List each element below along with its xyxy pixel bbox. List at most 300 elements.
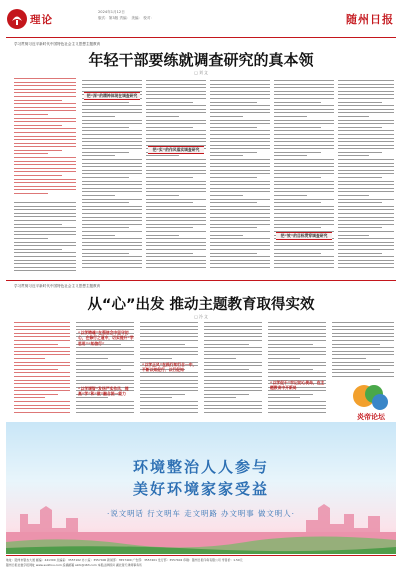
text-line	[82, 245, 142, 246]
text-line	[14, 96, 76, 97]
text-line	[274, 163, 334, 164]
text-line	[146, 217, 206, 218]
text-line	[210, 173, 270, 174]
text-line	[14, 326, 70, 327]
text-line	[14, 362, 70, 363]
text-line	[332, 365, 394, 366]
text-line	[82, 163, 142, 164]
text-line	[146, 163, 206, 164]
text-line	[210, 256, 270, 257]
text-line	[14, 114, 48, 115]
text-line	[14, 153, 48, 154]
text-line	[210, 235, 243, 236]
text-line	[82, 102, 129, 103]
text-line	[274, 98, 334, 99]
text-line	[140, 322, 198, 323]
text-line	[274, 242, 334, 243]
article2-pull-quote-4: “以学促干”牢记初心使命，在主题教育中开新局	[270, 380, 325, 391]
text-line	[14, 242, 76, 243]
text-line	[338, 163, 394, 164]
text-line	[274, 170, 334, 171]
text-line	[82, 112, 142, 113]
text-line	[14, 118, 76, 119]
text-line	[14, 193, 48, 194]
header-rule	[6, 37, 396, 38]
text-line	[274, 191, 334, 192]
text-line	[14, 139, 76, 140]
text-line	[338, 116, 369, 117]
text-line	[210, 84, 270, 85]
text-line	[146, 184, 206, 185]
text-line	[204, 369, 249, 370]
text-line	[204, 376, 262, 377]
text-line	[332, 344, 380, 345]
article1-title: 年轻干部要练就调查研究的真本领	[88, 51, 314, 69]
text-line	[82, 80, 142, 81]
section-title: 理论	[30, 14, 53, 26]
text-line	[140, 397, 172, 398]
text-line	[274, 159, 334, 160]
text-line	[268, 401, 326, 402]
text-line	[82, 202, 129, 203]
text-line	[338, 134, 394, 135]
article2-byline: □ 冷 文	[194, 314, 208, 319]
text-line	[82, 177, 129, 178]
text-line	[82, 191, 142, 192]
text-line	[14, 380, 70, 381]
text-line	[146, 249, 206, 250]
text-line	[338, 170, 394, 171]
text-line	[274, 80, 334, 81]
text-line	[210, 130, 270, 131]
text-line	[338, 152, 382, 153]
text-line	[204, 336, 262, 337]
text-line	[210, 148, 270, 149]
text-line	[14, 354, 70, 355]
text-line	[146, 195, 179, 196]
text-line	[204, 405, 262, 406]
article2-lead-column	[14, 322, 70, 418]
text-line	[82, 227, 129, 228]
text-line	[204, 387, 262, 388]
text-line	[338, 188, 394, 189]
text-line	[338, 109, 394, 110]
text-line	[210, 249, 270, 250]
text-line	[14, 107, 76, 108]
text-line	[268, 369, 313, 370]
text-line	[274, 84, 334, 85]
text-line	[338, 94, 394, 95]
text-line	[274, 105, 334, 106]
text-line	[140, 347, 198, 348]
text-line	[338, 145, 394, 146]
text-line	[268, 362, 326, 363]
text-line	[338, 260, 394, 261]
article1-subhead-2: 把“实”的作风落实调查研究	[148, 146, 204, 154]
text-line	[146, 209, 206, 210]
text-line	[82, 127, 129, 128]
text-line	[204, 390, 262, 391]
text-line	[268, 365, 326, 366]
text-line	[140, 408, 198, 409]
text-line	[210, 91, 270, 92]
text-line	[14, 408, 70, 409]
text-line	[146, 206, 206, 207]
text-line	[14, 216, 76, 217]
article1-lead-column	[14, 78, 76, 198]
text-line	[82, 267, 142, 268]
text-line	[332, 376, 394, 377]
text-line	[274, 173, 334, 174]
text-line	[146, 238, 206, 239]
text-line	[140, 394, 185, 395]
text-line	[268, 351, 326, 352]
article1-column-1	[82, 80, 142, 274]
text-line	[338, 155, 369, 156]
text-line	[204, 354, 262, 355]
text-line	[140, 329, 198, 330]
text-line	[14, 376, 70, 377]
article1-column-2	[146, 80, 206, 274]
page-masthead	[0, 0, 402, 38]
text-line	[146, 87, 206, 88]
forum-logo-text: 炎帝论坛	[357, 412, 385, 421]
text-line	[274, 195, 307, 196]
text-line	[14, 85, 76, 86]
text-line	[338, 199, 394, 200]
text-line	[338, 130, 394, 131]
text-line	[332, 372, 394, 373]
text-line	[146, 170, 206, 171]
text-line	[82, 209, 142, 210]
text-line	[332, 354, 394, 355]
text-line	[210, 231, 270, 232]
text-line	[14, 150, 62, 151]
text-line	[14, 401, 70, 402]
article1-column-3	[210, 80, 270, 274]
text-line	[14, 179, 76, 180]
text-line	[140, 387, 198, 388]
section-logo-icon	[6, 8, 28, 30]
text-line	[146, 159, 206, 160]
text-line	[332, 362, 394, 363]
text-line	[338, 105, 394, 106]
text-line	[14, 267, 76, 268]
text-line	[146, 105, 206, 106]
text-line	[274, 209, 334, 210]
text-line	[268, 412, 326, 413]
article1-subhead-3: 把“效”的目标贯穿调查研究	[276, 232, 332, 240]
text-line	[82, 231, 142, 232]
text-line	[274, 213, 334, 214]
text-line	[338, 84, 394, 85]
text-line	[146, 256, 206, 257]
text-line	[82, 249, 142, 250]
text-line	[82, 152, 129, 153]
text-line	[14, 206, 76, 207]
text-line	[210, 224, 270, 225]
text-line	[146, 120, 206, 121]
text-line	[146, 181, 206, 182]
text-line	[210, 195, 243, 196]
article1-column-0	[14, 202, 76, 274]
text-line	[332, 340, 394, 341]
text-line	[204, 380, 262, 381]
text-line	[210, 199, 270, 200]
text-line	[14, 103, 76, 104]
text-line	[274, 217, 334, 218]
text-line	[268, 372, 326, 373]
text-line	[210, 138, 270, 139]
text-line	[14, 231, 76, 232]
text-line	[140, 390, 198, 391]
text-line	[14, 329, 70, 330]
city-skyline-image	[6, 502, 396, 554]
text-line	[146, 260, 206, 261]
text-line	[338, 209, 394, 210]
text-line	[146, 155, 179, 156]
text-line	[14, 387, 70, 388]
text-line	[140, 383, 198, 384]
text-line	[338, 159, 394, 160]
text-line	[82, 224, 142, 225]
text-line	[274, 202, 321, 203]
text-line	[82, 84, 142, 85]
text-line	[210, 141, 270, 142]
text-line	[210, 220, 270, 221]
text-line	[146, 109, 206, 110]
text-line	[82, 199, 142, 200]
text-line	[274, 199, 334, 200]
text-line	[204, 322, 262, 323]
text-line	[82, 155, 115, 156]
text-line	[14, 209, 76, 210]
text-line	[146, 263, 206, 264]
text-line	[82, 109, 142, 110]
text-line	[14, 89, 76, 90]
text-line	[14, 227, 76, 228]
text-line	[146, 91, 206, 92]
text-line	[274, 177, 321, 178]
text-line	[14, 351, 70, 352]
text-line	[210, 188, 270, 189]
banner-headline-2: 美好环境家家受益	[132, 480, 269, 498]
text-line	[82, 134, 142, 135]
text-line	[14, 175, 62, 176]
text-line	[82, 138, 142, 139]
text-line	[210, 112, 270, 113]
text-line	[14, 92, 76, 93]
text-line	[146, 227, 193, 228]
text-line	[210, 253, 257, 254]
text-line	[274, 130, 334, 131]
text-line	[14, 186, 76, 187]
text-line	[82, 141, 142, 142]
text-line	[14, 143, 76, 144]
text-line	[332, 322, 394, 323]
text-line	[82, 184, 142, 185]
text-line	[14, 182, 76, 183]
text-line	[146, 188, 206, 189]
text-line	[146, 199, 206, 200]
footer-info-row: 随州日报社数字报网址 www.suizhou.com 投稿邮箱 szrb@163.com 本报法律顾问 湖北楚天律师事务所	[6, 563, 142, 567]
text-line	[14, 372, 70, 373]
text-line	[274, 155, 307, 156]
text-line	[76, 362, 134, 363]
text-line	[210, 94, 270, 95]
article2-kicker: 学习贯彻习近平新时代中国特色社会主义思想主题教育	[14, 284, 101, 288]
text-line	[210, 116, 243, 117]
text-line	[204, 329, 262, 330]
text-line	[82, 116, 115, 117]
text-line	[268, 333, 326, 334]
text-line	[14, 344, 58, 345]
text-line	[204, 372, 262, 373]
text-line	[210, 145, 270, 146]
text-line	[82, 120, 142, 121]
text-line	[14, 213, 76, 214]
text-line	[14, 136, 76, 137]
text-line	[338, 120, 394, 121]
text-line	[14, 168, 76, 169]
banner-headline-1: 环境整治人人参与	[132, 458, 269, 476]
text-line	[274, 120, 334, 121]
text-line	[82, 130, 142, 131]
text-line	[268, 326, 326, 327]
text-line	[140, 340, 198, 341]
text-line	[204, 347, 262, 348]
text-line	[146, 127, 193, 128]
text-line	[338, 213, 394, 214]
text-line	[14, 234, 76, 235]
text-line	[140, 333, 198, 334]
text-line	[146, 80, 206, 81]
article-divider	[6, 280, 396, 281]
text-line	[146, 138, 206, 139]
text-line	[274, 141, 334, 142]
text-line	[140, 401, 198, 402]
text-line	[338, 220, 394, 221]
text-line	[274, 245, 334, 246]
article2-pull-quote-1: “以学铸魂”在强信念中坚守初心，在修行之道中，切实提升“学思用”“知信行”	[78, 330, 134, 346]
text-line	[14, 390, 70, 391]
text-line	[146, 253, 193, 254]
text-line	[14, 220, 76, 221]
text-line	[146, 112, 206, 113]
text-line	[338, 98, 394, 99]
text-line	[274, 116, 307, 117]
text-line	[210, 98, 270, 99]
text-line	[14, 132, 76, 133]
text-line	[14, 270, 76, 271]
text-line	[82, 195, 115, 196]
paper-name: 随州日报	[346, 13, 394, 26]
article1-column-5	[338, 80, 394, 274]
text-line	[204, 401, 262, 402]
text-line	[210, 227, 257, 228]
article2-pull-quote-3: “以学正风”在践行知行合一中，不断以知促行、以行促知	[142, 362, 197, 373]
text-line	[204, 358, 236, 359]
text-line	[82, 256, 142, 257]
text-line	[274, 256, 334, 257]
text-line	[204, 383, 262, 384]
text-line	[146, 224, 206, 225]
text-line	[274, 224, 334, 225]
text-line	[204, 344, 249, 345]
text-line	[82, 235, 115, 236]
text-line	[338, 191, 394, 192]
text-line	[14, 78, 76, 79]
text-line	[274, 249, 334, 250]
text-line	[210, 177, 257, 178]
text-line	[274, 91, 334, 92]
text-line	[14, 161, 76, 162]
text-line	[210, 87, 270, 88]
text-line	[82, 220, 142, 221]
text-line	[146, 123, 206, 124]
text-line	[210, 263, 270, 264]
text-line	[268, 354, 326, 355]
text-line	[338, 224, 394, 225]
issue-date: 2024年1月12日	[98, 10, 125, 14]
environment-ad-banner	[6, 422, 396, 554]
text-line	[204, 394, 249, 395]
text-line	[332, 326, 394, 327]
text-line	[338, 148, 394, 149]
text-line	[210, 152, 257, 153]
text-line	[14, 394, 58, 395]
text-line	[274, 253, 321, 254]
text-line	[14, 164, 76, 165]
text-line	[146, 202, 193, 203]
text-line	[76, 369, 121, 370]
text-line	[268, 376, 326, 377]
text-line	[338, 166, 394, 167]
text-line	[140, 351, 198, 352]
text-line	[140, 326, 198, 327]
text-line	[338, 87, 394, 88]
text-line	[332, 369, 380, 370]
text-line	[82, 260, 142, 261]
text-line	[146, 94, 206, 95]
article2-pull-quote-2: “以学增智”发扬严实作风，提高“学”和“做”融合统一能力	[78, 386, 129, 397]
text-line	[14, 224, 62, 225]
text-line	[274, 138, 334, 139]
text-line	[268, 344, 313, 345]
text-line	[14, 405, 70, 406]
text-line	[146, 191, 206, 192]
text-line	[204, 333, 262, 334]
text-line	[210, 260, 270, 261]
text-line	[204, 340, 262, 341]
text-line	[82, 145, 142, 146]
text-line	[146, 141, 206, 142]
text-line	[146, 166, 206, 167]
page-footer	[6, 555, 396, 567]
text-line	[82, 242, 142, 243]
text-line	[338, 127, 382, 128]
text-line	[82, 148, 142, 149]
text-line	[210, 209, 270, 210]
text-line	[338, 227, 382, 228]
text-line	[268, 397, 300, 398]
text-line	[140, 336, 198, 337]
text-line	[210, 245, 270, 246]
text-line	[14, 202, 76, 203]
text-line	[274, 112, 334, 113]
text-line	[76, 401, 134, 402]
text-line	[140, 358, 172, 359]
